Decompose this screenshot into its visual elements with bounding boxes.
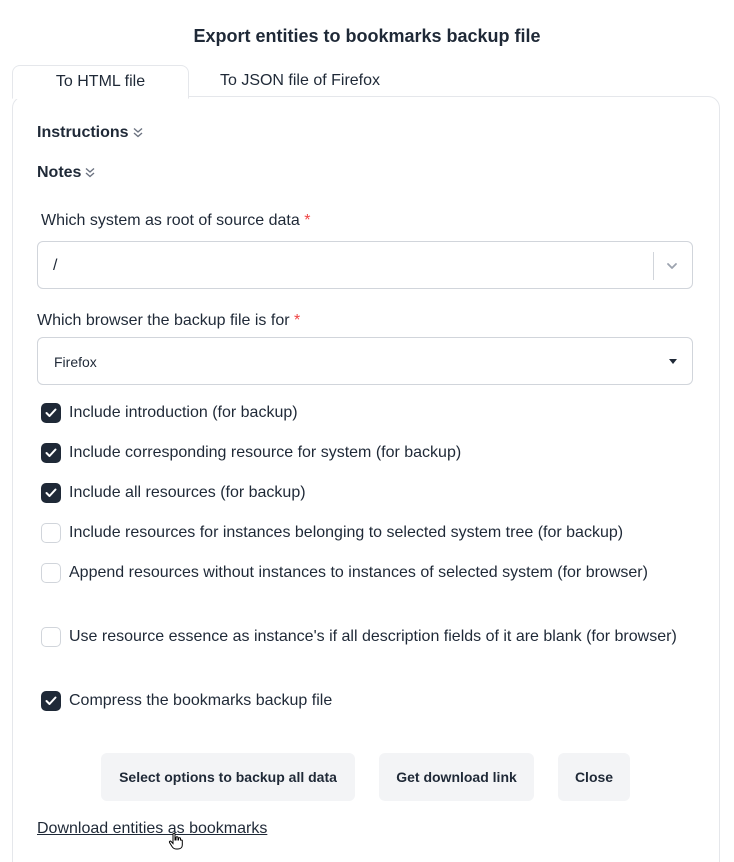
checkbox[interactable] (41, 443, 61, 463)
browser-value: Firefox (54, 354, 97, 370)
select-backup-options-button[interactable]: Select options to backup all data (101, 753, 355, 801)
option-label: Use resource essence as instance's if all description fields of it are blank (for browser) (69, 628, 677, 645)
tab-to-json-file-firefox[interactable]: To JSON file of Firefox (219, 72, 381, 89)
get-download-link-button[interactable]: Get download link (379, 753, 534, 801)
option-include-resources-for-instances[interactable] (41, 521, 681, 545)
download-entities-link[interactable]: Download entities as bookmarks (37, 820, 268, 837)
hand-cursor-icon (168, 832, 184, 850)
option-include-introduction[interactable] (41, 401, 681, 425)
checkbox[interactable] (41, 691, 61, 711)
option-label: Append resources without instances to instances of selected system (for browser) (69, 564, 648, 581)
double-chevron-down-icon (85, 167, 95, 179)
option-label: Include all resources (for backup) (69, 484, 306, 501)
browser-label (37, 311, 300, 331)
checkbox[interactable] (41, 403, 61, 423)
browser-select[interactable] (37, 337, 693, 385)
instructions-label: Instructions (37, 124, 129, 141)
chevron-down-icon[interactable] (665, 259, 679, 273)
dialog-title: Export entities to bookmarks backup file (193, 26, 541, 46)
root-system-value: / (53, 257, 58, 274)
notes-toggle[interactable] (37, 163, 95, 183)
option-label: Compress the bookmarks backup file (69, 692, 333, 709)
option-append-resources-without-instances[interactable] (41, 561, 681, 585)
caret-down-icon (669, 359, 677, 364)
option-label: Include corresponding resource for system (for backup) (69, 444, 462, 461)
option-include-all-resources[interactable] (41, 481, 681, 505)
checkbox[interactable] (41, 627, 61, 647)
select-separator (653, 252, 654, 280)
option-compress-backup-file[interactable] (41, 689, 681, 713)
required-mark: * (304, 212, 311, 229)
root-system-select[interactable] (37, 241, 693, 289)
notes-label: Notes (37, 164, 82, 181)
option-label: Include introduction (for backup) (69, 404, 298, 421)
checkbox[interactable] (41, 563, 61, 583)
option-include-corresponding-resource[interactable] (41, 441, 681, 465)
instructions-toggle[interactable] (37, 123, 143, 143)
checkbox[interactable] (41, 483, 61, 503)
root-system-label (41, 211, 310, 231)
browser-label-text: Which browser the backup file is for (37, 312, 290, 329)
option-use-resource-essence[interactable] (41, 625, 681, 649)
check-icon (45, 408, 57, 418)
root-system-label-text: Which system as root of source data (41, 212, 300, 229)
tab-to-html-file[interactable]: To HTML file (12, 65, 189, 99)
checkbox[interactable] (41, 523, 61, 543)
check-icon (45, 448, 57, 458)
check-icon (45, 488, 57, 498)
check-icon (45, 696, 57, 706)
required-mark: * (294, 312, 301, 329)
double-chevron-down-icon (133, 127, 143, 139)
close-button[interactable]: Close (558, 753, 630, 801)
option-label: Include resources for instances belonging to selected system tree (for backup) (69, 524, 624, 541)
